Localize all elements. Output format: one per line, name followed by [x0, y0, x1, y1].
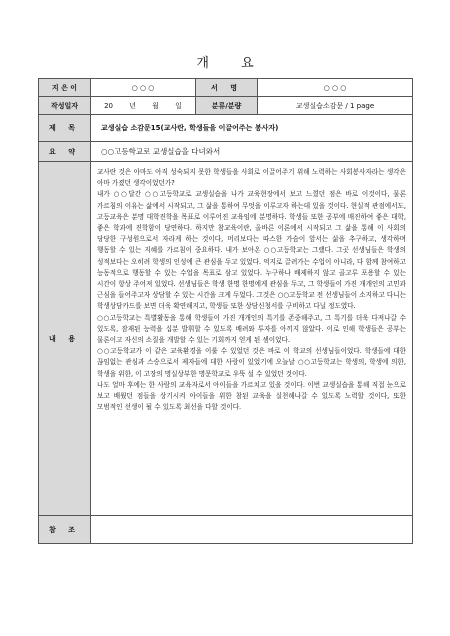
- content-body: [91, 162, 413, 516]
- author-value: ○ ○ ○: [91, 79, 196, 97]
- date-value: 20 년 월 일: [91, 97, 196, 115]
- date-label: 작성일자: [39, 97, 91, 115]
- content-label: 내 용: [39, 162, 91, 516]
- subject-row: [39, 115, 413, 142]
- content-paragraph-2: 내가 ○○달간 ○○고등학교로 교생실습을 나가 교육현장에서 보고 느꼈던 점은 바로 이것이다, 물론 가르침의 이유는 삶에서 시작되고, 그 삶을 통하여 무엇을 이루고자 하는데 있을 것이다. 현실적 관점에서도, 고등교육은 분명 대학진학을 목표로 이루어진 교육임에 분명하다. 학생들 또한 공부에 매진하여 좋은 대학, 좋은 학과에 진학함이 당연하다. 하지만 참교육이란, 올바른 이론에서 시작되고 그 삶을 통해 이 사회의 당당한 구성원으로서 자라게 하는 것이다, 머리보다는 따스한 가슴이 앞서는 삶을 추구하고, 생각하며 행동할 수 있는 지혜를 가르침이 중요하다. 내가 보아온 ○○고등학교는 그랬다. 그곳 선생님들은 학생의 성적보다는 오히려 학생의 인성에 큰 관심을 두고 있었다. 억지로 끌려가는 수업이 아니라, 다 함께 참여하고 능동적으로 행동할 수 있는 수업을 목표로 삼고 있었다. 누구하나 배제하지 않고 골고루 포용할 수 있는 시간이 항상 주어져 있었다. 선생님들은 학생 한명 한명에게 관심을 두고, 그 학생들이 가진 개개인의 고민과 근심을 들어주고자 상담할 수 있는 시간을 크게 두었다. 그것은 ○○고등학교 전 선생님들이 소지하고 다니는 학생상담카드를 보면 더욱 확연해지고, 학생들 또한 상담신청서를 구비하고 다닐 정도였다.: [97, 190, 406, 311]
- reference-label: 참 조: [39, 516, 91, 544]
- content-paragraph-1: 교사란 것은 아마도 아직 성숙되지 못한 학생들을 사회로 이끌어주기 위해 노력하는 사회봉사자라는 생각은 아마 가졌던 생각이었던가?: [97, 168, 406, 188]
- page-title: 개 요: [196, 56, 268, 71]
- summary-value: ○○고등학교로 교생실습을 다녀와서: [91, 142, 413, 162]
- signature-label: 서 명: [196, 79, 258, 97]
- signature-value: ○ ○ ○: [258, 79, 413, 97]
- date-row: [39, 97, 413, 115]
- category-label: 분류/분량: [196, 97, 258, 115]
- reference-value: [91, 516, 413, 544]
- summary-label: 요 약: [39, 142, 91, 162]
- author-row: [39, 79, 413, 97]
- category-value: 교생실습소감문 / 1 page: [258, 97, 413, 115]
- summary-row: [39, 142, 413, 162]
- content-paragraph-3: ○○고등학교는 특별활동을 통해 학생들이 가진 개개인의 특기를 존중해주고, 그 특기를 더욱 다져나갈 수 있도록, 잠재된 능력을 십분 발휘할 수 있도록 배려와 투자를 아끼지 않았다. 이로 인해 학생들은 공부는 물론이고 자신의 소질을 개발할 수 있는 기회까지 얻게 된 셈이었다.: [97, 313, 406, 345]
- subject-value: 교생실습 소감문15(교사란, 학생들을 이끌어주는 봉사자): [91, 115, 413, 142]
- overview-form: [38, 78, 413, 544]
- reference-row: [39, 516, 413, 544]
- author-label: 지 은 이: [39, 79, 91, 97]
- subject-label: 제 목: [39, 115, 91, 142]
- content-paragraph-5: 나도 얼마 후에는 한 사람의 교육자로서 아이들을 가르치고 있을 것이다. 이번 교생실습을 통해 직접 눈으로 보고 배웠던 점들을 상기시켜 아이들을 위한 참된 교육을 실천해나갈 수 있도록 노력할 것이다, 또한 모범적인 선생이 될 수 있도록 최선을 다할 것이다.: [97, 380, 406, 412]
- content-paragraph-4: ○○고등학교가 이 같은 교육환경을 이룰 수 있었던 것은 바로 이 학교의 선생님들이었다. 학생들에 대한 끊임없는 관심과 스승으로서 제자들에 대한 사랑이 있었기에 오늘날 ○○고등학교는 학생의, 학생에 의한, 학생을 위한, 이 고장의 명실상부한 명문학교로 우뚝 설 수 있었던 것이다.: [97, 347, 406, 378]
- content-row: [39, 162, 413, 516]
